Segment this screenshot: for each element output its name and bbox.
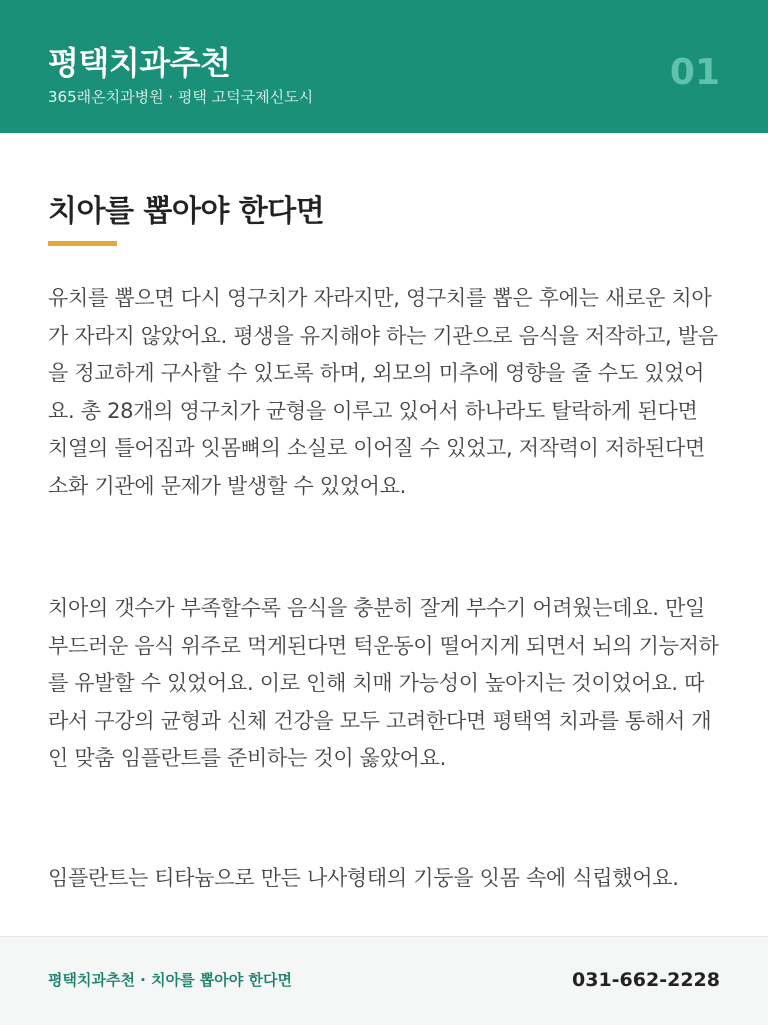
footer-bar: [0, 936, 768, 1025]
section-title: 치아를 뽑아야 한다면: [48, 194, 325, 229]
header-title: 평택치과추천: [48, 44, 231, 82]
footer-phone: 031-662-2228: [572, 969, 720, 991]
header-subtitle: 365래온치과병원 · 평택 고덕국제신도시: [48, 88, 314, 106]
footer-caption: 평택치과추천 · 치아를 뽑아야 한다면: [48, 971, 292, 989]
body-paragraph-3: 임플란트는 티타늄으로 만든 나사형태의 기둥을 잇몸 속에 식립했어요.: [48, 866, 679, 890]
header-banner: [0, 0, 768, 133]
page-number: 01: [669, 52, 720, 93]
body-paragraph-2: 치아의 갯수가 부족할수록 음식을 충분히 잘게 부수기 어려웠는데요. 만일 부드러운 음식 위주로 먹게된다면 턱운동이 떨어지게 되면서 뇌의 기능저하를 유발할 수 있었어요. 이로 인해 치매 가능성이 높아지는 것이었어요. 따라서 구강의 균형과 신체 건강을 모두 고려한다면 평택역 치과를 통해서 개인 맞춤 임플란트를 준비하는 것이 옳았어요.: [48, 596, 719, 770]
title-accent-bar: [48, 241, 117, 246]
body-paragraph-1: 유치를 뽑으면 다시 영구치가 자라지만, 영구치를 뽑은 후에는 새로운 치아가 자라지 않았어요. 평생을 유지해야 하는 기관으로 음식을 저작하고, 발음을 정교하게 구사할 수 있도록 하며, 외모의 미추에 영향을 줄 수도 있었어요. 총 28개의 영구치가 균형을 이루고 있어서 하나라도 탈락하게 된다면 치열의 틀어짐과 잇몸뼈의 소실로 이어질 수 있었고, 저작력이 저하된다면 소화 기관에 문제가 발생할 수 있었어요.: [48, 286, 718, 498]
